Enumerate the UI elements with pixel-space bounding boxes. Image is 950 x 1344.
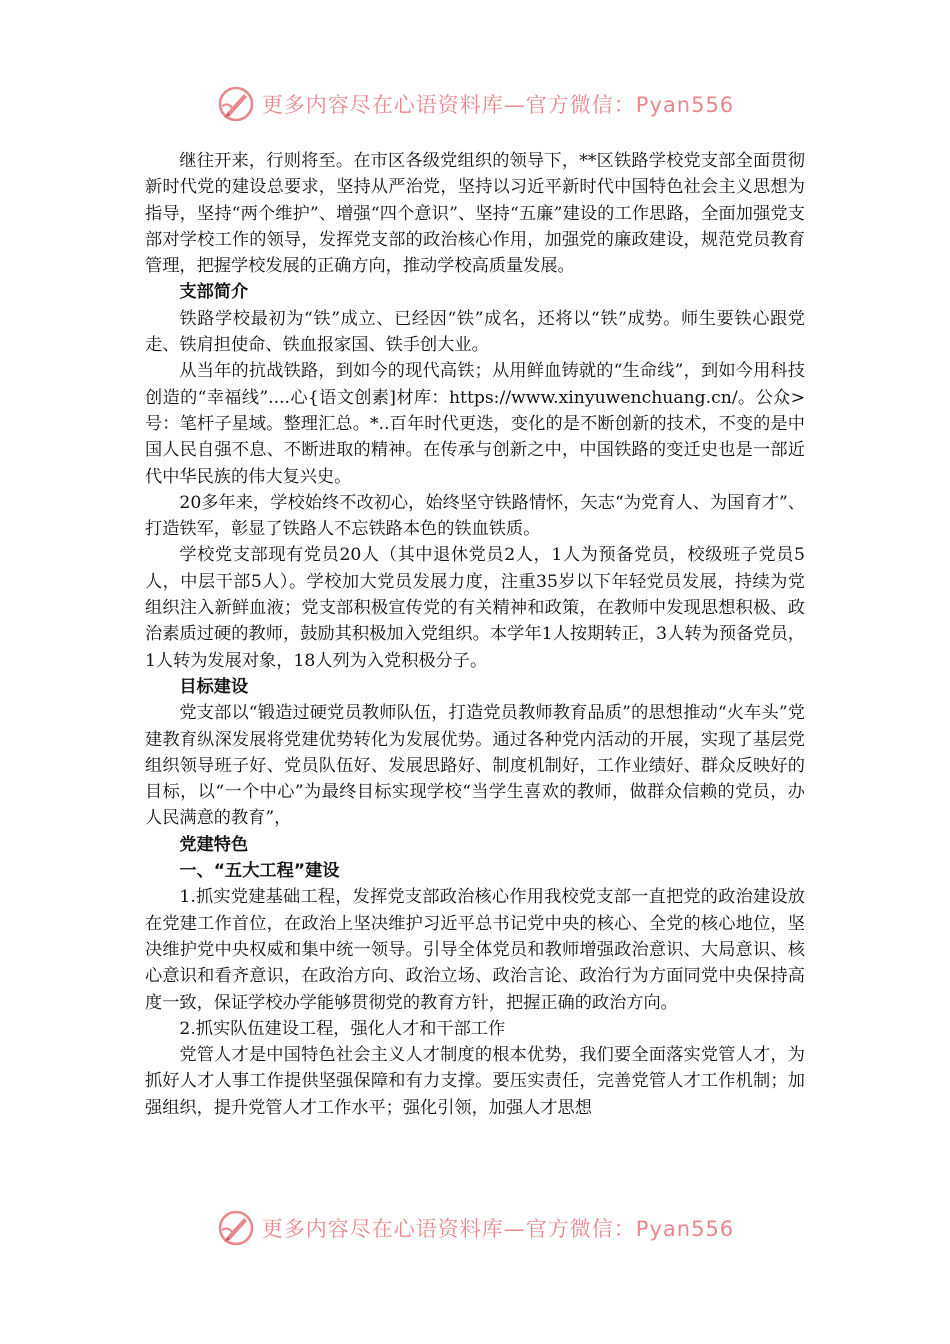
paragraph: 学校党支部现有党员20人（其中退休党员2人，1人为预备党员，校级班子党员5人，中层干部5人）。学校加大党员发展力度，注重35岁以下年轻党员发展，持续为党组织注入新鲜血液；党支部积极宣传党的有关精神和政策，在教师中发现思想积极、政治素质过硬的教师，鼓励其积极加入党组织。本学年1人按期转正，3人转为预备党员，1人转为发展对象，18人列为入党积极分子。 (145, 545, 805, 671)
paragraph: 20多年来，学校始终不改初心，始终坚守铁路情怀，矢志“为党育人、为国育才”、打造铁军，彰显了铁路人不忘铁路本色的铁血铁质。 (145, 492, 805, 540)
paragraph: 铁路学校最初为“铁”成立、已经因“铁”成名，还将以“铁”成势。师生要铁心跟党走、铁肩担使命、铁血报家国、铁手创大业。 (145, 308, 805, 356)
heading-five-projects: 一、“五大工程”建设 (179, 861, 340, 882)
paragraph: 从当年的抗战铁路，到如今的现代高铁；从用鲜血铸就的“生命线”，到如今用科技创造的“幸福线”....心{语文创素]材库：https://www.xinyuwenchuang.cn/。公众>号：笔杆子星域。整理汇总。*..百年时代更迭，变化的是不断创新的技术，不变的是中国人民自强不息、不断进取的精神。在传承与创新之中，中国铁路的变迁史也是一部近代中华民族的伟大复兴史。 (145, 361, 805, 487)
header-watermark-banner (0, 82, 950, 126)
paragraph: 2.抓实队伍建设工程，强化人才和干部工作 (179, 1018, 506, 1039)
watermark-text: 更多内容尽在心语资料库—官方微信：Pyan556 (261, 93, 735, 117)
heading-party-features: 党建特色 (179, 834, 249, 855)
pen-logo-icon (216, 84, 256, 124)
document-body (145, 148, 805, 1121)
watermark-text: 更多内容尽在心语资料库—官方微信：Pyan556 (261, 1217, 735, 1241)
paragraph: 党支部以“锻造过硬党员教师队伍，打造党员教师教育品质”的思想推动“火车头”党建教育纵深发展将党建优势转化为发展优势。通过各种党内活动的开展，实现了基层党组织领导班子好、党员队伍好、发展思路好、制度机制好，工作业绩好、群众反映好的目标，以“一个中心”为最终目标实现学校“当学生喜欢的教师，做群众信赖的党员，办人民满意的教育”， (145, 703, 805, 829)
paragraph-intro: 继往开来，行则将至。在市区各级党组织的领导下，**区铁路学校党支部全面贯彻新时代党的建设总要求，坚持从严治党，坚持以习近平新时代中国特色社会主义思想为指导，坚持“两个维护”、增强“四个意识”、坚持“五廉”建设的工作思路，全面加强党支部对学校工作的领导，发挥党支部的政治核心作用，加强党的廉政建设，规范党员教育管理，把握学校发展的正确方向，推动学校高质量发展。 (145, 151, 805, 277)
paragraph: 1.抓实党建基础工程，发挥党支部政治核心作用我校党支部一直把党的政治建设放在党建工作首位，在政治上坚决维护习近平总书记党中央的核心、全党的核心地位，坚决维护党中央权威和集中统一领导。引导全体党员和教师增强政治意识、大局意识、核心意识和看齐意识，在政治方向、政治立场、政治言论、政治行为方面同党中央保持高度一致，保证学校办学能够贯彻党的教育方针，把握正确的政治方向。 (145, 887, 805, 1013)
footer-watermark-banner (0, 1206, 950, 1250)
heading-goal-building: 目标建设 (179, 676, 249, 697)
pen-logo-icon (216, 1208, 256, 1248)
paragraph: 党管人才是中国特色社会主义人才制度的根本优势，我们要全面落实党管人才，为抓好人才人事工作提供坚强保障和有力支撑。要压实责任，完善党管人才工作机制；加强组织，提升党管人才工作水平；强化引领，加强人才思想 (145, 1045, 805, 1118)
heading-branch-intro: 支部简介 (179, 282, 249, 303)
